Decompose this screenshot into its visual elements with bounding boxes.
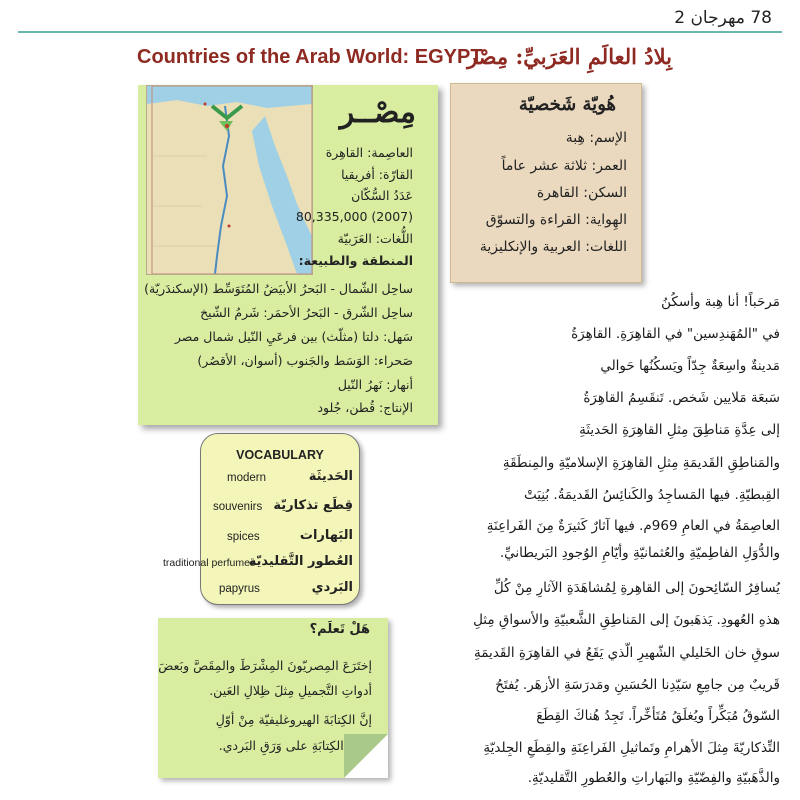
vocabulary-item xyxy=(201,498,359,520)
vocabulary-box xyxy=(163,433,360,605)
vocabulary-english: traditional perfumes xyxy=(163,557,256,569)
main-text-line: التِّذكاريّةَ مِثلَ الأهرامِ وتَماثيلِ الفَراعِنَةِ والقِطَعِ الجِلديّةِ xyxy=(483,740,780,756)
main-text-line: مَدينةٌ واسِعَةٌ جِدّاً ويَسكُنُها حَوالي xyxy=(600,358,780,374)
region-fact: سَهل: دلتا (مثلّث) بين فرعَيِ النّيل شمال مصر xyxy=(174,329,413,344)
vocabulary-arabic: قِطَع تذكاريّة xyxy=(273,498,353,513)
capital-fact: العاصِمة: القاهِرة xyxy=(325,145,413,160)
region-fact: صَحراء: الوَسَط والجَنوب (أسوان، الأقصُر) xyxy=(197,353,413,368)
identity-card-title: هُويّة شَخصيّة xyxy=(518,94,616,115)
egypt-map-image xyxy=(147,86,312,274)
main-text-line: والدُّوَلِ الفاطِميّةِ والعُثمانيّةِ وأيّامِ الوُجودِ البَريطانيِّ. xyxy=(499,545,780,561)
main-text-line: والذَّهَبيّةِ والفِضّيّةِ والبَهاراتِ والعُطورِ التَّقليديّةِ. xyxy=(527,770,780,786)
header-divider xyxy=(18,31,782,33)
vocabulary-english: modern xyxy=(227,472,266,484)
identity-card xyxy=(450,83,642,283)
identity-line: اللغات: العربية والإنكليزية xyxy=(479,239,627,255)
page-number: 78 مهرجان 2 xyxy=(674,8,772,28)
identity-line: الهِواية: القراءة والتسوّق xyxy=(485,212,627,228)
population-label: عَدَدُ السُّكّان xyxy=(351,188,413,203)
continent-fact: القارّة: أفريقيا xyxy=(341,167,413,182)
did-you-know-title: هَلْ تَعلَم؟ xyxy=(309,622,370,637)
main-text-line: هذهِ العُهودِ. يَذهَبونَ إلى المَناطِقِ الشَّعبيّةِ والأسواقِ مِثلِ xyxy=(473,612,780,628)
vocabulary-arabic: الحَديثَة xyxy=(308,469,353,484)
main-text-line: القِبطيّةِ. فيها المَساجِدُ والكَنائِسُ القَديمَةُ. بُنِيَتْ xyxy=(523,487,780,503)
main-text-line: العاصِمَةُ في العامِ 969م. فيها آثارٌ كَثيرَةٌ مِنَ الفَراعِنَةِ xyxy=(486,518,780,534)
main-text-line: سوقِ خان الخَليلي الشّهيرِ الّذي يَقَعُ في القاهِرَةِ القَديمَةِ xyxy=(474,645,780,661)
region-fact: ساحِل الشّمال - البَحرُ الأبيَضُ المُتَوَسِّط (الإسكندَريّة) xyxy=(144,281,413,296)
vocabulary-item xyxy=(201,580,359,602)
identity-line: السكن: القاهرة xyxy=(536,185,627,201)
main-text-line: إلى عِدَّةِ مَناطِقَ مِثلِ القاهِرَةِ الحَديثَةِ xyxy=(579,422,780,438)
vocabulary-english: papyrus xyxy=(219,583,260,595)
main-text-line: في "المُهَندِسين" في القاهِرَةِ. القاهِرَةُ xyxy=(571,326,780,342)
did-you-know-line: أنواعِ الكِتابَةِ على وَرَقِ البَردي. xyxy=(218,738,372,753)
identity-line: الإسم: هِبة xyxy=(565,130,627,146)
vocabulary-arabic: البَردي xyxy=(311,580,353,595)
population-value: 80,335,000 (2007) xyxy=(295,209,413,224)
region-fact: الإنتاج: قُطن، جُلود xyxy=(317,400,413,415)
did-you-know-line: أدواتِ التَّجميلِ مِثلَ ظِلالِ العَين. xyxy=(209,683,372,698)
region-fact: أنهار: نَهرُ النّيل xyxy=(337,377,413,392)
languages-fact: اللُّغات: العَرَبيّة xyxy=(337,231,413,246)
vocabulary-item xyxy=(201,469,359,491)
main-text-line: مَرحَباً! أنا هِبة وأسكُنُ xyxy=(661,294,780,310)
egypt-heading: مِصْــر xyxy=(339,95,416,130)
vocabulary-arabic: البَهارات xyxy=(299,528,353,543)
egypt-fact-box xyxy=(138,85,438,425)
main-text-line: والمَناطِقِ القَديمَةِ مِثلِ القاهِرَةِ الإسلاميّةِ والمِنطَقَةِ xyxy=(502,455,780,471)
page-title-english: Countries of the Arab World: EGYPT xyxy=(137,46,483,68)
did-you-know-line: إنَّ الكِتابَةَ الهيروغليفيّة مِنْ أوّلِ xyxy=(215,712,372,727)
main-text-line: السّوقُ مُبَكِّراً ويُغلَقُ مُتَأخِّراً. تَجِدُ هُناكَ القِطَعَ xyxy=(536,708,780,724)
did-you-know-box xyxy=(158,618,388,778)
egypt-map xyxy=(146,85,313,275)
vocabulary-english: spices xyxy=(227,531,260,543)
main-text-line: يُسافِرُ السّائِحونَ إلى القاهِرةِ لِمُشاهَدَةِ الآثارِ مِنْ كُلِّ xyxy=(493,580,780,596)
region-fact: ساحِل الشّرق - البَحرُ الأحمَر: شَرمُ الشّيخ xyxy=(200,305,413,320)
vocabulary-item xyxy=(163,554,359,576)
identity-line: العمر: ثلاثة عشر عاماً xyxy=(501,158,627,174)
vocabulary-english: souvenirs xyxy=(213,501,263,513)
page-title-arabic: بِلادُ العالَمِ العَرَبيِّ: مِصْر xyxy=(467,44,672,69)
page-fold-corner xyxy=(344,734,388,778)
vocabulary-item xyxy=(201,528,359,550)
main-text-line: قَريبٌ مِن جامِعِ سَيّدِنا الحُسَينِ ومَدرَسَةِ الأزهَر. يُفتَحُ xyxy=(495,677,780,693)
region-heading: المنطقة والطبيعة: xyxy=(298,253,413,268)
main-text-line: سَبعَة مَلايين شَخص. تَنقَسِمُ القاهِرَةُ xyxy=(583,390,780,406)
vocabulary-arabic: العُطور التَّقليديّة xyxy=(248,554,353,569)
vocabulary-title: VOCABULARY xyxy=(236,448,324,462)
did-you-know-line: إختَرَعَ المِصريّونَ المِشْرَطَ والمِقَصَّ وبَعضَ xyxy=(158,658,372,673)
